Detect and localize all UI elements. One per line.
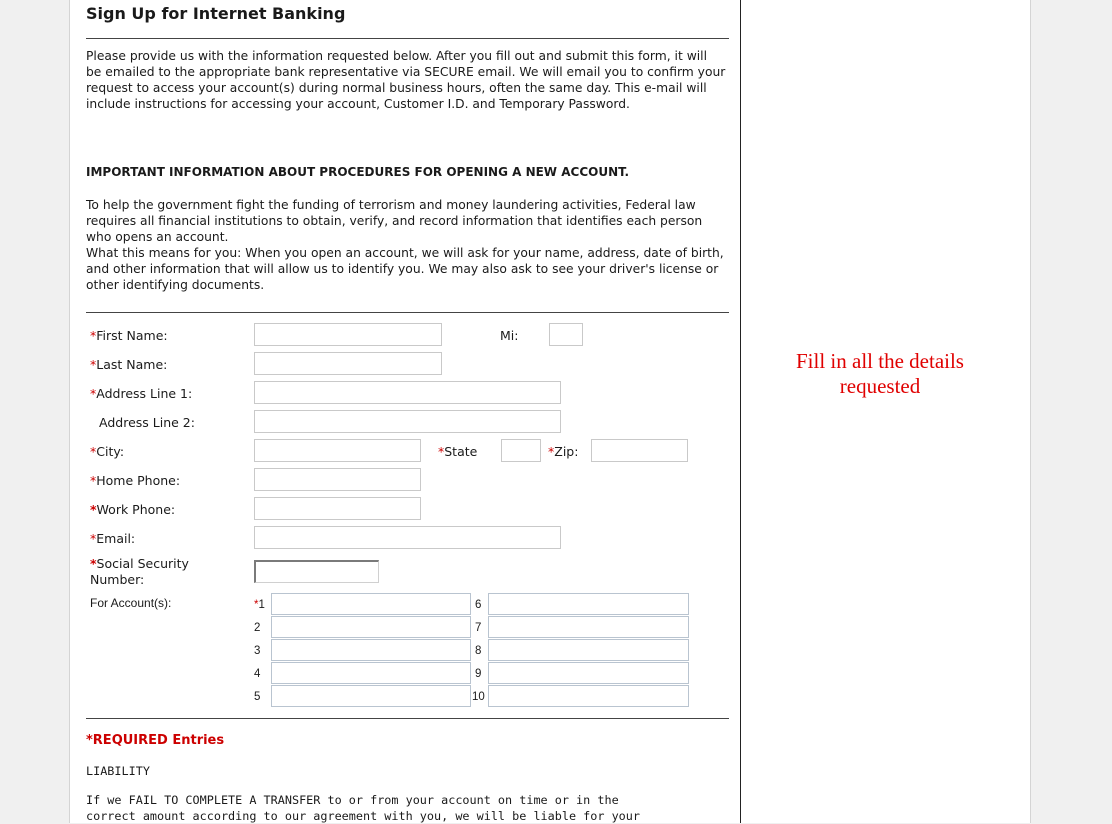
account-number-1: *1 bbox=[254, 599, 265, 611]
account-number-9: 9 bbox=[475, 668, 482, 680]
divider bbox=[86, 718, 729, 719]
mi-input[interactable] bbox=[549, 323, 583, 346]
account-number-5: 5 bbox=[254, 691, 261, 703]
account-input-7[interactable] bbox=[488, 616, 689, 638]
required-entries-note: *REQUIRED Entries bbox=[86, 733, 225, 748]
address2-input[interactable] bbox=[254, 410, 561, 433]
account-number-7: 7 bbox=[475, 622, 482, 634]
page-title: Sign Up for Internet Banking bbox=[86, 4, 346, 23]
zip-label: *Zip: bbox=[548, 444, 579, 459]
liability-text-line-1: If we FAIL TO COMPLETE A TRANSFER to or from your account on time or in the bbox=[86, 793, 619, 807]
city-label: *City: bbox=[90, 444, 125, 459]
zip-input[interactable] bbox=[591, 439, 688, 462]
state-label: *State bbox=[438, 444, 478, 459]
email-input[interactable] bbox=[254, 526, 561, 549]
account-input-4[interactable] bbox=[271, 662, 471, 684]
divider bbox=[86, 312, 729, 313]
work-phone-input[interactable] bbox=[254, 497, 421, 520]
important-heading: IMPORTANT INFORMATION ABOUT PROCEDURES FOR OPENING A NEW ACCOUNT. bbox=[86, 165, 630, 179]
account-number-10: 10 bbox=[472, 691, 485, 703]
annotation-note: Fill in all the details requested bbox=[796, 349, 964, 398]
account-input-5[interactable] bbox=[271, 685, 471, 707]
mi-label: Mi: bbox=[500, 328, 519, 343]
work-phone-label: *Work Phone: bbox=[90, 502, 176, 517]
home-phone-label: *Home Phone: bbox=[90, 473, 181, 488]
ssn-label: *Social Security Number: bbox=[90, 556, 189, 587]
page-container bbox=[69, 0, 1031, 823]
account-number-2: 2 bbox=[254, 622, 261, 634]
ssn-input[interactable] bbox=[254, 560, 379, 583]
divider bbox=[86, 38, 729, 39]
account-number-8: 8 bbox=[475, 645, 482, 657]
important-text-2: What this means for you: When you open an account, we will ask for your name, address, date of birth, and other information that will allow us to identify you. We may also ask to see your driver's license or other identifying documents. bbox=[86, 246, 724, 292]
last-name-label: *Last Name: bbox=[90, 357, 168, 372]
account-input-8[interactable] bbox=[488, 639, 689, 661]
account-number-3: 3 bbox=[254, 645, 261, 657]
account-input-2[interactable] bbox=[271, 616, 471, 638]
first-name-label: *First Name: bbox=[90, 328, 168, 343]
address1-input[interactable] bbox=[254, 381, 561, 404]
home-phone-input[interactable] bbox=[254, 468, 421, 491]
account-input-6[interactable] bbox=[488, 593, 689, 615]
address2-label: Address Line 2: bbox=[99, 415, 195, 430]
account-input-10[interactable] bbox=[488, 685, 689, 707]
address1-label: *Address Line 1: bbox=[90, 386, 193, 401]
signup-form bbox=[70, 0, 741, 823]
liability-text-line-2: correct amount according to our agreement with you, we will be liable for your bbox=[86, 809, 640, 823]
city-input[interactable] bbox=[254, 439, 421, 462]
account-input-1[interactable] bbox=[271, 593, 471, 615]
accounts-label: For Account(s): bbox=[90, 596, 172, 610]
liability-heading: LIABILITY bbox=[86, 764, 150, 778]
account-input-3[interactable] bbox=[271, 639, 471, 661]
account-number-6: 6 bbox=[475, 599, 482, 611]
important-text-1: To help the government fight the funding of terrorism and money laundering activities, Federal law requires all financial institutions to obtain, verify, and record information that identifies each person who opens an account. bbox=[86, 198, 703, 244]
last-name-input[interactable] bbox=[254, 352, 442, 375]
state-input[interactable] bbox=[501, 439, 541, 462]
email-label: *Email: bbox=[90, 531, 136, 546]
intro-text: Please provide us with the information requested below. After you fill out and submit this form, it will be emailed to the appropriate bank representative via SECURE email. We will email you to confirm your request to access your account(s) during normal business hours, often the same day. This e-mail will include instructions for accessing your account, Customer I.D. and Temporary Password. bbox=[86, 49, 726, 111]
account-number-4: 4 bbox=[254, 668, 261, 680]
account-input-9[interactable] bbox=[488, 662, 689, 684]
first-name-input[interactable] bbox=[254, 323, 442, 346]
